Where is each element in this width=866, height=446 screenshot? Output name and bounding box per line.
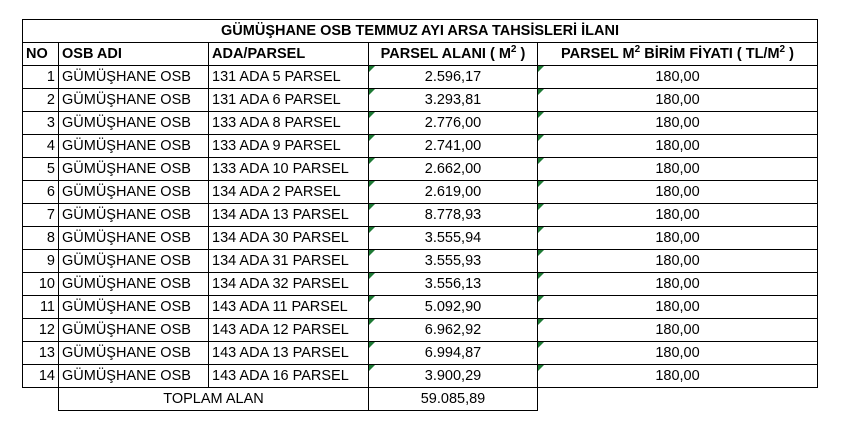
cell-osb: GÜMÜŞHANE OSB	[59, 112, 209, 135]
cell-osb: GÜMÜŞHANE OSB	[59, 296, 209, 319]
cell-alan: 3.900,29	[369, 365, 538, 388]
cell-alan: 2.741,00	[369, 135, 538, 158]
cell-alan: 2.619,00	[369, 181, 538, 204]
cell-ada: 134 ADA 32 PARSEL	[209, 273, 369, 296]
cell-no: 12	[23, 319, 59, 342]
header-fiyat-suffix: )	[785, 46, 794, 62]
cell-no: 7	[23, 204, 59, 227]
total-spacer-right	[538, 388, 818, 411]
cell-ada: 131 ADA 6 PARSEL	[209, 89, 369, 112]
cell-fiyat: 180,00	[538, 296, 818, 319]
cell-fiyat: 180,00	[538, 66, 818, 89]
cell-ada: 143 ADA 11 PARSEL	[209, 296, 369, 319]
total-spacer	[23, 388, 59, 411]
header-fiyat-sup2: 2	[779, 44, 786, 56]
cell-fiyat: 180,00	[538, 181, 818, 204]
header-fiyat	[538, 43, 818, 66]
cell-osb: GÜMÜŞHANE OSB	[59, 273, 209, 296]
cell-osb: GÜMÜŞHANE OSB	[59, 135, 209, 158]
cell-no: 10	[23, 273, 59, 296]
cell-alan: 6.994,87	[369, 342, 538, 365]
cell-no: 3	[23, 112, 59, 135]
cell-ada: 133 ADA 8 PARSEL	[209, 112, 369, 135]
header-alan-sup: 2	[510, 44, 517, 56]
table-row	[23, 181, 818, 204]
cell-ada: 134 ADA 30 PARSEL	[209, 227, 369, 250]
cell-ada: 133 ADA 9 PARSEL	[209, 135, 369, 158]
cell-alan: 2.776,00	[369, 112, 538, 135]
table-row	[23, 227, 818, 250]
table-row	[23, 158, 818, 181]
header-alan-suffix: )	[516, 46, 526, 62]
cell-no: 11	[23, 296, 59, 319]
cell-no: 14	[23, 365, 59, 388]
cell-fiyat: 180,00	[538, 89, 818, 112]
cell-ada: 143 ADA 16 PARSEL	[209, 365, 369, 388]
cell-fiyat: 180,00	[538, 342, 818, 365]
cell-osb: GÜMÜŞHANE OSB	[59, 342, 209, 365]
cell-alan: 3.556,13	[369, 273, 538, 296]
header-row	[23, 43, 818, 66]
table-row	[23, 319, 818, 342]
cell-no: 1	[23, 66, 59, 89]
cell-osb: GÜMÜŞHANE OSB	[59, 89, 209, 112]
cell-osb: GÜMÜŞHANE OSB	[59, 158, 209, 181]
cell-no: 9	[23, 250, 59, 273]
arsa-table	[22, 19, 818, 411]
table-row	[23, 89, 818, 112]
cell-no: 2	[23, 89, 59, 112]
header-ada: ADA/PARSEL	[209, 43, 369, 66]
table-row	[23, 66, 818, 89]
header-fiyat-text: PARSEL M	[561, 46, 635, 62]
cell-fiyat: 180,00	[538, 227, 818, 250]
cell-fiyat: 180,00	[538, 365, 818, 388]
table-row	[23, 296, 818, 319]
cell-alan: 3.555,93	[369, 250, 538, 273]
header-no: NO	[23, 43, 59, 66]
cell-no: 4	[23, 135, 59, 158]
cell-osb: GÜMÜŞHANE OSB	[59, 250, 209, 273]
total-value: 59.085,89	[369, 388, 538, 411]
cell-osb: GÜMÜŞHANE OSB	[59, 365, 209, 388]
table-row	[23, 342, 818, 365]
header-alan-text: PARSEL ALANI ( M	[380, 46, 511, 62]
cell-ada: 143 ADA 13 PARSEL	[209, 342, 369, 365]
cell-ada: 134 ADA 2 PARSEL	[209, 181, 369, 204]
title-row	[23, 20, 818, 43]
cell-fiyat: 180,00	[538, 204, 818, 227]
cell-no: 13	[23, 342, 59, 365]
cell-alan: 5.092,90	[369, 296, 538, 319]
cell-alan: 8.778,93	[369, 204, 538, 227]
cell-osb: GÜMÜŞHANE OSB	[59, 204, 209, 227]
cell-no: 6	[23, 181, 59, 204]
cell-fiyat: 180,00	[538, 112, 818, 135]
header-fiyat-sup1: 2	[634, 44, 641, 56]
cell-fiyat: 180,00	[538, 158, 818, 181]
cell-ada: 134 ADA 31 PARSEL	[209, 250, 369, 273]
table-row	[23, 135, 818, 158]
cell-fiyat: 180,00	[538, 273, 818, 296]
cell-ada: 131 ADA 5 PARSEL	[209, 66, 369, 89]
header-alan	[369, 43, 538, 66]
table-row	[23, 204, 818, 227]
cell-alan: 3.293,81	[369, 89, 538, 112]
table-row	[23, 273, 818, 296]
cell-osb: GÜMÜŞHANE OSB	[59, 66, 209, 89]
cell-alan: 2.662,00	[369, 158, 538, 181]
cell-alan: 6.962,92	[369, 319, 538, 342]
cell-osb: GÜMÜŞHANE OSB	[59, 319, 209, 342]
cell-ada: 143 ADA 12 PARSEL	[209, 319, 369, 342]
total-label: TOPLAM ALAN	[59, 388, 369, 411]
cell-no: 8	[23, 227, 59, 250]
cell-fiyat: 180,00	[538, 319, 818, 342]
table-row	[23, 112, 818, 135]
header-osb: OSB ADI	[59, 43, 209, 66]
cell-ada: 133 ADA 10 PARSEL	[209, 158, 369, 181]
cell-osb: GÜMÜŞHANE OSB	[59, 227, 209, 250]
table-row	[23, 250, 818, 273]
cell-osb: GÜMÜŞHANE OSB	[59, 181, 209, 204]
cell-alan: 3.555,94	[369, 227, 538, 250]
table-row	[23, 365, 818, 388]
cell-alan: 2.596,17	[369, 66, 538, 89]
cell-ada: 134 ADA 13 PARSEL	[209, 204, 369, 227]
header-fiyat-mid: BİRİM FİYATI ( TL/M	[640, 46, 780, 62]
table-title: GÜMÜŞHANE OSB TEMMUZ AYI ARSA TAHSİSLERİ İLANI	[23, 20, 818, 43]
cell-fiyat: 180,00	[538, 250, 818, 273]
total-row	[23, 388, 818, 411]
cell-no: 5	[23, 158, 59, 181]
cell-fiyat: 180,00	[538, 135, 818, 158]
